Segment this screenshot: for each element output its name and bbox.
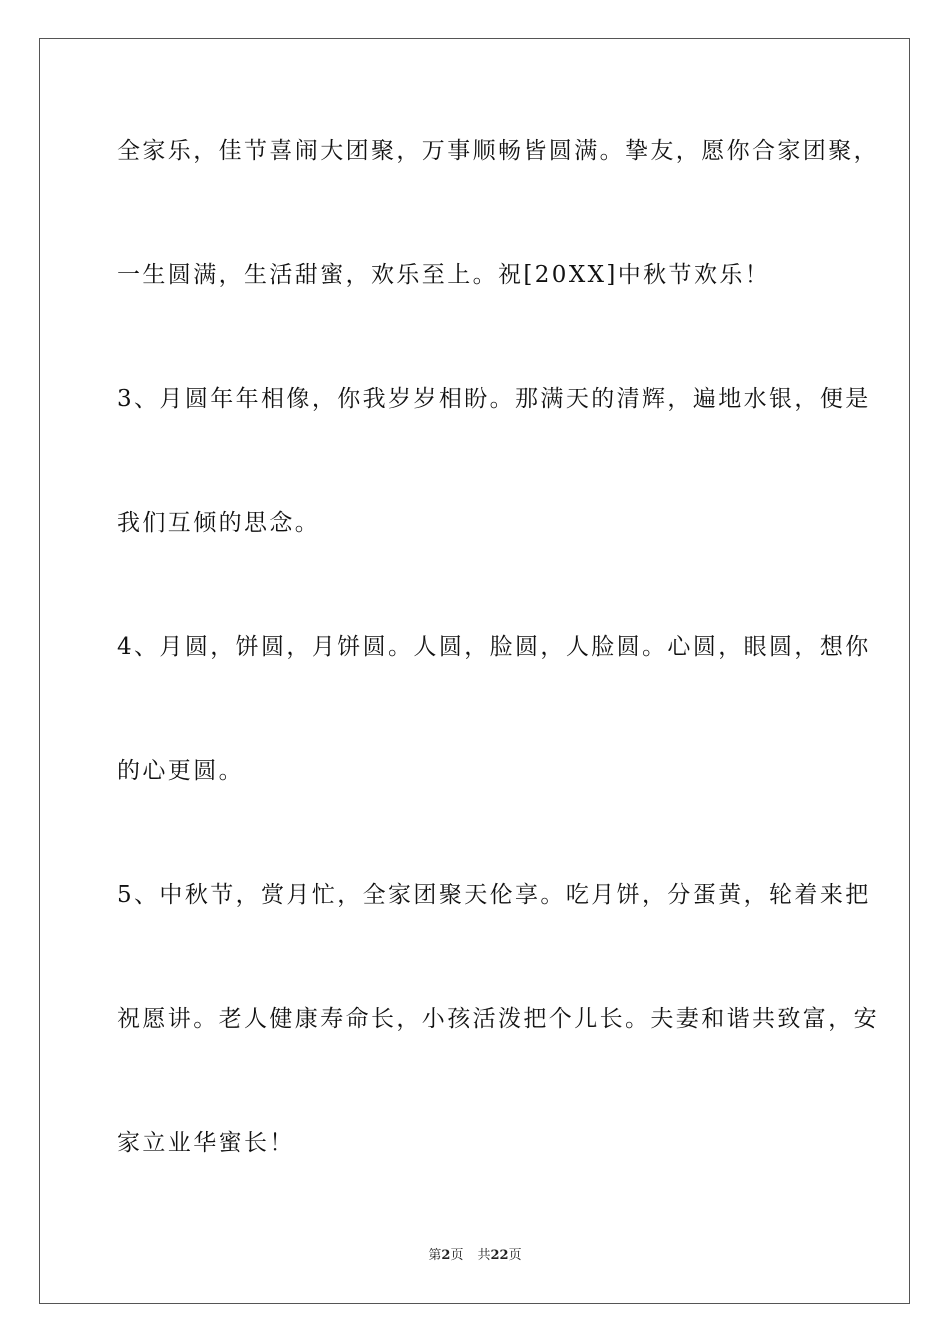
text-line: 全家乐，佳节喜闹大团聚，万事顺畅皆圆满。挚友，愿你合家团聚， [117,138,879,164]
text-line: 家立业华蜜长！ [117,1130,295,1156]
text-line: 3、月圆年年相像，你我岁岁相盼。那满天的清辉，遍地水银，便是 [117,386,871,412]
page-number: 2 [441,1248,451,1263]
text-line: 的心更圆。 [117,758,244,784]
text-line: 祝愿讲。老人健康寿命长，小孩活泼把个儿长。夫妻和谐共致富，安 [117,1006,879,1032]
page-footer [0,1247,950,1265]
total-prefix: 共 [477,1248,491,1263]
text-line: 4、月圆，饼圆，月饼圆。人圆，脸圆，人脸圆。心圆，眼圆，想你 [117,634,871,660]
page-suffix: 页 [450,1248,464,1263]
page-prefix: 第 [428,1248,442,1263]
total-pages: 22 [490,1248,509,1263]
total-suffix: 页 [508,1248,522,1263]
text-line: 我们互倾的思念。 [117,510,321,536]
text-line: 5、中秋节，赏月忙，全家团聚天伦享。吃月饼，分蛋黄，轮着来把 [117,882,871,908]
page-border [39,38,910,1304]
text-line: 一生圆满，生活甜蜜，欢乐至上。祝[20XX]中秋节欢乐！ [117,262,771,288]
